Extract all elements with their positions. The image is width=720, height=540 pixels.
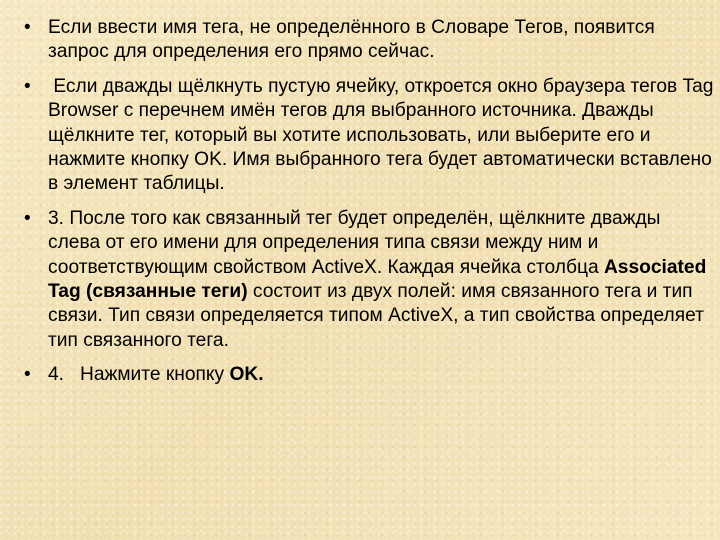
bullet-text-before: 3. После того как связанный тег будет определён, щёлкните дважды слева от его имени для определения типа связи между ним и соответствующим свойством ActiveX. Каждая ячейка столбца [48, 207, 661, 278]
bullet-item-4 [24, 363, 714, 387]
bullet-text: Если дважды щёлкнуть пустую ячейку, откроется окно браузера тегов Tag Browser с перечнем имён тегов для выбранного источника. Дважды щёлкните тег, который вы хотите использовать, или выберите его и нажмите кнопку OK. Имя выбранного тега будет автоматически вставлено в элемент таблицы. [48, 75, 719, 195]
bullet-dot: • [24, 75, 31, 97]
bullet-item-2 [24, 75, 719, 197]
bullet-text-after: состоит из двух полей: имя связанного тега и тип связи. Тип связи определяется типом ActiveX, а тип свойства определяет тип связанного тега. [48, 281, 704, 351]
bullet-text-bold: Associated Tag (связанные теги) [48, 256, 707, 303]
bullet-item-3 [24, 207, 714, 353]
bullet-dot: • [24, 207, 31, 229]
bullet-item-1 [24, 16, 714, 65]
bullet-text-bold: OK. [229, 364, 264, 386]
bullet-text-before: 4. Нажмите кнопку [48, 364, 230, 386]
bullet-dot: • [24, 17, 31, 38]
bullet-dot: • [24, 364, 31, 386]
bullet-text: Если ввести имя тега, не определённого в Словаре Тегов, появится запрос для определения его прямо сейчас. [48, 17, 655, 63]
bullet-list [24, 16, 719, 398]
